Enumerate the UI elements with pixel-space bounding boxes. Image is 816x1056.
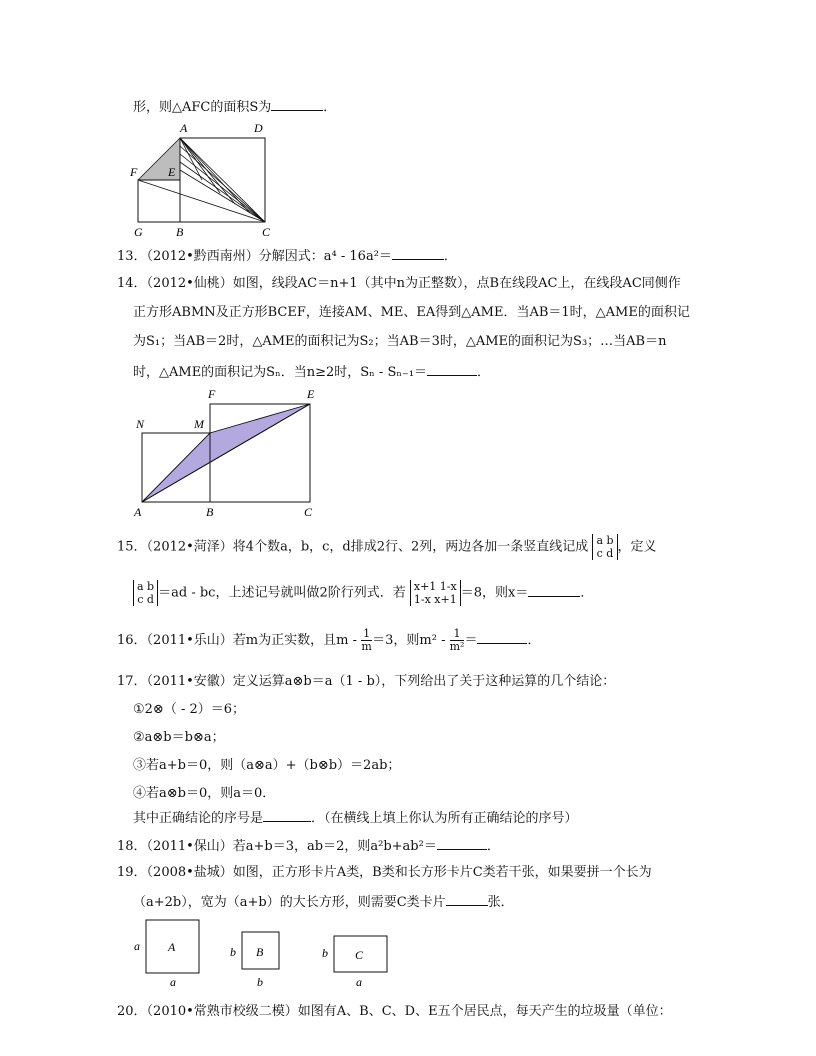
- label-E: E: [168, 165, 176, 179]
- label-F: F: [208, 387, 216, 401]
- label-A: A: [134, 505, 142, 519]
- q18: 18．（2011•保山）若a+b＝3，ab＝2，则a²b+ab²＝ ．: [117, 836, 500, 856]
- q12-tail: 形，则△AFC的面积S为 ．: [133, 97, 336, 117]
- label-D: D: [254, 121, 263, 135]
- label-F: F: [130, 165, 138, 179]
- q15-line2: a b c d ＝ad - bc，上述记号就叫做2阶行列式．若 x+1 1-x 1-x x+1 ＝8，则x＝ ．: [133, 580, 593, 606]
- card-a-bottom: a: [170, 975, 176, 989]
- determinant: a b c d: [133, 580, 158, 606]
- determinant: x+1 1-x 1-x x+1: [410, 580, 461, 606]
- q16: 16．（2011•乐山）若m为正实数，且m - $\frac{1}{m}$ ＝3，则m² - $\frac{1}{\text{m²}}$ ＝ ．: [117, 627, 541, 653]
- card-c-label: C: [355, 948, 364, 962]
- label-G: G: [134, 225, 143, 239]
- q17-item-3: ③若a+b＝0，则（a⊗a）+（b⊗b）＝2ab；: [133, 758, 401, 773]
- fraction: $\frac{1}{\text{m²}}$: [449, 627, 465, 653]
- answer-blank: [437, 836, 487, 850]
- label-A: A: [180, 121, 188, 135]
- fraction: $\frac{1}{m}$: [361, 627, 372, 653]
- label-B: B: [176, 225, 184, 239]
- answer-blank: [477, 630, 527, 644]
- q17-item-2: ②a⊗b＝b⊗a；: [133, 730, 225, 745]
- figure-q12: [130, 118, 280, 238]
- q14-line3: 为S₁；当AB＝2时，△AME的面积记为S₂；当AB＝3时，△AME的面积记为S₃；…当AB＝n: [133, 334, 667, 349]
- label-B: B: [206, 505, 214, 519]
- card-b-label: B: [256, 945, 264, 959]
- answer-blank: [271, 97, 323, 111]
- q15-line1: 15．（2012•菏泽）将4个数a，b，c，d排成2行、2列，两边各加一条竖直线记成 a b c d ，定义: [117, 534, 657, 560]
- q14-line1: 14．（2012•仙桃）如图，线段AC＝n+1（其中n为正整数），点B在线段AC上，在线段AC同侧作: [117, 276, 681, 291]
- card-c-side: b: [322, 946, 328, 960]
- label-C: C: [262, 225, 271, 239]
- label-N: N: [136, 417, 145, 431]
- q14-line4: 时，△AME的面积记为Sₙ．当n≥2时，Sₙ - Sₙ₋₁＝ ．: [133, 362, 490, 382]
- answer-blank: [263, 808, 311, 822]
- q17-line1: 17．（2011•安徽）定义运算a⊗b＝a（1 - b），下列给出了关于这种运算的几个结论：: [117, 674, 616, 689]
- card-a-label: A: [168, 940, 176, 954]
- card-b-side: b: [230, 945, 236, 959]
- answer-blank: [446, 892, 488, 906]
- label-E: E: [307, 387, 315, 401]
- answer-blank: [392, 246, 444, 260]
- label-M: M: [194, 417, 204, 431]
- card-c-bottom: a: [356, 975, 362, 989]
- q17-item-4: ④若a⊗b＝0，则a＝0．: [133, 786, 276, 801]
- card-a-side: a: [134, 939, 140, 953]
- q20-line1: 20．（2010•常熟市校级二模）如图有A、B、C、D、E五个居民点，每天产生的垃圾量（单位：: [117, 1004, 672, 1019]
- q13: 13．（2012•黔西南州）分解因式：a⁴ - 16a²＝ ．: [117, 246, 457, 266]
- q17-item-1: ①2⊗（ - 2）＝6；: [133, 702, 246, 717]
- label-C: C: [304, 505, 313, 519]
- q19-line1: 19．（2008•盐城）如图，正方形卡片A类，B类和长方形卡片C类若干张，如果要拼一个长为: [117, 865, 652, 880]
- answer-blank: [427, 362, 477, 376]
- determinant: a b c d: [592, 534, 617, 560]
- answer-blank: [528, 583, 580, 597]
- card-b-bottom: b: [257, 975, 263, 989]
- q14-line2: 正方形ABMN及正方形BCEF，连接AM、ME、EA得到△AME．当AB＝1时，△AME的面积记: [133, 305, 690, 320]
- figure-q19: [128, 916, 398, 990]
- q17-last: 其中正确结论的序号是 ．（在横线上填上你认为所有正确结论的序号）: [133, 808, 578, 828]
- q19-line2: （a+2b），宽为（a+b）的大长方形，则需要C类卡片 张．: [133, 892, 514, 912]
- figure-q14: [132, 388, 332, 518]
